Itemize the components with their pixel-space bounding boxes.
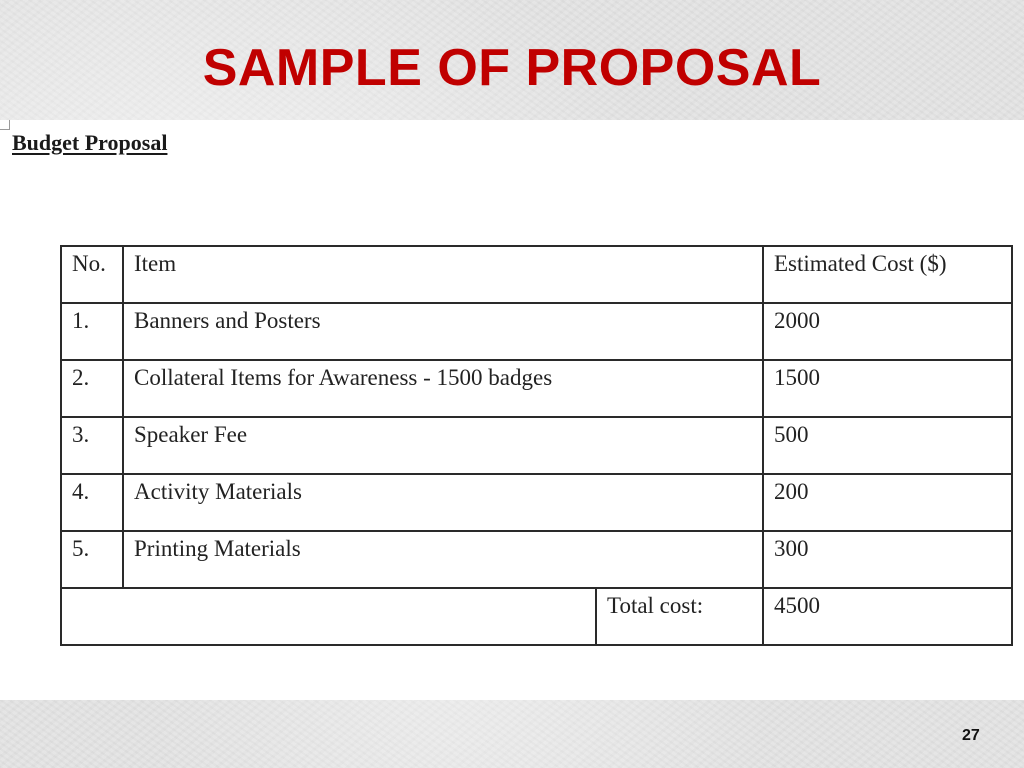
slide-title: SAMPLE OF PROPOSAL — [202, 39, 822, 97]
total-blank-cell — [61, 588, 596, 645]
row-item: Activity Materials — [123, 474, 763, 531]
row-cost: 2000 — [763, 303, 1012, 360]
row-no: 2. — [61, 360, 123, 417]
table-row — [61, 360, 1012, 417]
row-no: 3. — [61, 417, 123, 474]
budget-table — [60, 245, 1013, 646]
row-cost: 200 — [763, 474, 1012, 531]
page-number: 27 — [962, 727, 980, 744]
row-item: Collateral Items for Awareness - 1500 badges — [123, 360, 763, 417]
row-cost: 300 — [763, 531, 1012, 588]
image-corner-mark — [0, 120, 10, 130]
total-row — [61, 588, 1012, 645]
row-no: 5. — [61, 531, 123, 588]
row-cost: 500 — [763, 417, 1012, 474]
row-no: 4. — [61, 474, 123, 531]
row-item: Banners and Posters — [123, 303, 763, 360]
table-row — [61, 303, 1012, 360]
header-item: Item — [123, 246, 763, 303]
row-item: Printing Materials — [123, 531, 763, 588]
document-image — [0, 120, 1024, 700]
row-item: Speaker Fee — [123, 417, 763, 474]
total-value: 4500 — [763, 588, 1012, 645]
table-header-row — [61, 246, 1012, 303]
header-no: No. — [61, 246, 123, 303]
table-row — [61, 474, 1012, 531]
header-cost: Estimated Cost ($) — [763, 246, 1012, 303]
total-label: Total cost: — [596, 588, 763, 645]
document-heading: Budget Proposal — [12, 130, 168, 155]
table-row — [61, 417, 1012, 474]
row-cost: 1500 — [763, 360, 1012, 417]
table-row — [61, 531, 1012, 588]
row-no: 1. — [61, 303, 123, 360]
